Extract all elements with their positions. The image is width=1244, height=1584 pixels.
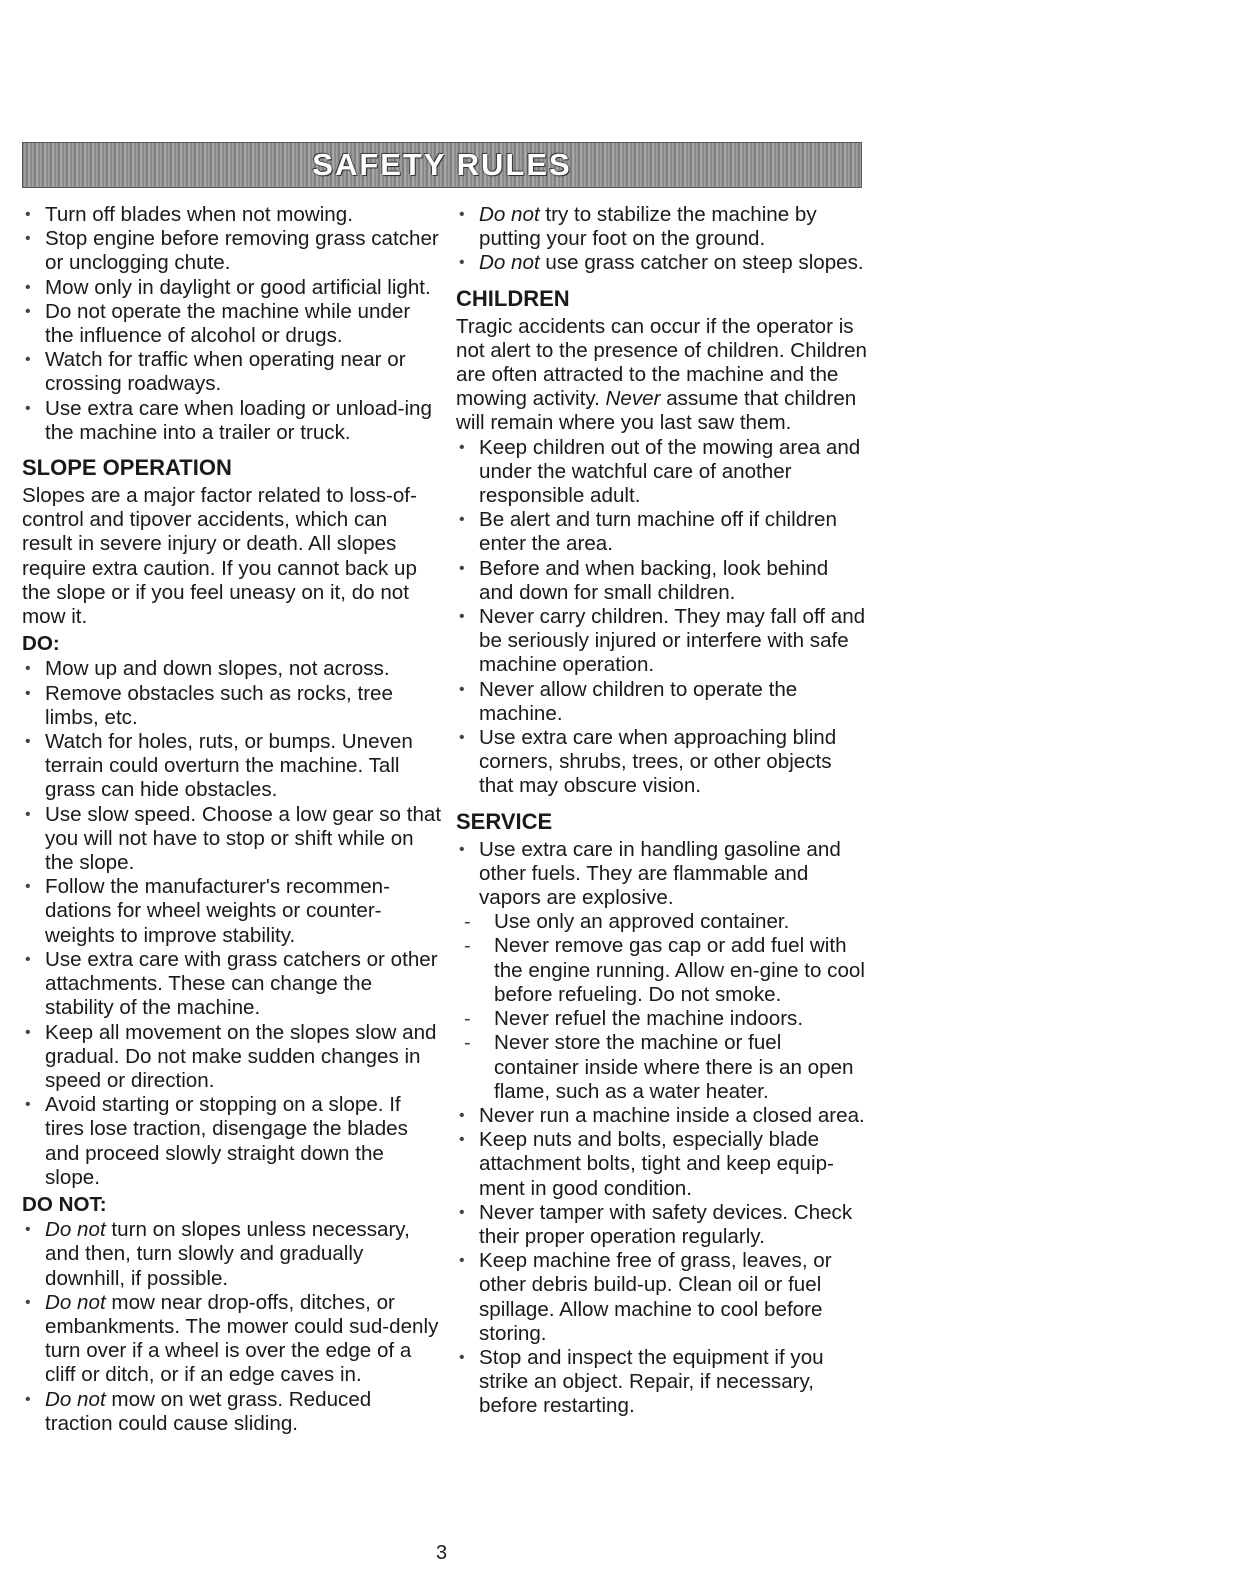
list-item: • Turn off blades when not mowing.: [22, 203, 442, 227]
list-item: • Keep children out of the mowing area and under the watchful care of another responsible adult.: [456, 436, 868, 509]
service-list-continued: [456, 1104, 868, 1419]
children-heading: CHILDREN: [456, 285, 570, 311]
list-item: [22, 1291, 442, 1388]
sub-list-item: - Never refuel the machine indoors.: [456, 1007, 868, 1031]
emphasis: Do not: [45, 1290, 106, 1314]
emphasis: Do not: [45, 1387, 106, 1411]
list-item: • Follow the manufacturer's recommen-dations for wheel weights or counter-weights to improve stability.: [22, 875, 442, 948]
safety-rules-banner: [22, 142, 862, 188]
children-list: [456, 436, 868, 799]
do-not-list: [22, 1218, 442, 1436]
list-item: • Stop engine before removing grass catcher or unclogging chute.: [22, 227, 442, 275]
list-item: • Stop and inspect the equipment if you strike an object. Repair, if necessary, before restarting.: [456, 1346, 868, 1419]
list-item: [456, 838, 868, 911]
list-item: • Keep all movement on the slopes slow and gradual. Do not make sudden changes in speed or direction.: [22, 1021, 442, 1094]
list-item: • Avoid starting or stopping on a slope. If tires lose traction, disengage the blades and proceed slowly straight down the slope.: [22, 1093, 442, 1190]
list-item: [22, 1388, 442, 1436]
list-item: • Use extra care when loading or unload-ing the machine into a trailer or truck.: [22, 397, 442, 445]
left-column: [22, 203, 442, 1436]
list-item: • Watch for holes, ruts, or bumps. Uneven terrain could overturn the machine. Tall grass can hide obstacles.: [22, 730, 442, 803]
list-item: • Watch for traffic when operating near or crossing roadways.: [22, 348, 442, 396]
list-item: [456, 251, 868, 275]
list-item: • Never tamper with safety devices. Check their proper operation regularly.: [456, 1201, 868, 1249]
item-text: Use extra care in handling gasoline and other fuels. They are flammable and vapors are explosive.: [479, 837, 841, 910]
list-item: • Never carry children. They may fall off and be seriously injured or interfere with safe machine operation.: [456, 605, 868, 678]
emphasis: Never: [605, 387, 661, 411]
children-paragraph: [456, 315, 868, 436]
paragraph-end: assume that children will remain where you last saw them.: [456, 387, 857, 435]
page-number: 3: [436, 1542, 448, 1564]
emphasis: Do not: [479, 203, 540, 226]
slope-continued-list: [456, 203, 868, 276]
page-title: SAFETY RULES: [312, 147, 572, 182]
list-item: • Never allow children to operate the machine.: [456, 678, 868, 726]
list-item: [22, 1218, 442, 1291]
slope-operation-heading: SLOPE OPERATION: [22, 455, 232, 481]
list-item: • Before and when backing, look behind and down for small children.: [456, 557, 868, 605]
item-text: mow near drop-offs, ditches, or embankments. The mower could sud-denly turn over if a wheel is over the edge of a cliff or ditch, or if an edge caves in.: [45, 1290, 439, 1387]
list-item: • Be alert and turn machine off if children enter the area.: [456, 508, 868, 556]
do-list: [22, 657, 442, 1189]
list-item: • Keep nuts and bolts, especially blade attachment bolts, tight and keep equip-ment in good condition.: [456, 1128, 868, 1201]
item-text: turn on slopes unless necessary, and then, turn slowly and gradually downhill, if possible.: [45, 1218, 410, 1290]
list-item: • Never run a machine inside a closed area.: [456, 1104, 868, 1128]
slope-operation-paragraph: Slopes are a major factor related to loss-of-control and tipover accidents, which can result in severe injury or death. All slopes require extra caution. If you cannot back up the slope or if you feel uneasy on it, do not mow it.: [22, 484, 417, 629]
list-item: • Remove obstacles such as rocks, tree limbs, etc.: [22, 682, 442, 730]
intro-bullet-list: [22, 203, 442, 445]
do-heading: DO:: [22, 632, 60, 656]
service-sub-list: [456, 910, 868, 1104]
sub-list-item: - Never remove gas cap or add fuel with the engine running. Allow en-gine to cool before refueling. Do not smoke.: [456, 934, 868, 1007]
list-item: • Use slow speed. Choose a low gear so that you will not have to stop or shift while on the slope.: [22, 803, 442, 876]
emphasis: Do not: [479, 251, 540, 275]
list-item: • Do not operate the machine while under the influence of alcohol or drugs.: [22, 300, 442, 348]
item-text: try to stabilize the machine by putting your foot on the ground.: [479, 203, 817, 251]
sub-list-item: - Never store the machine or fuel container inside where there is an open flame, such as a water heater.: [456, 1031, 868, 1104]
emphasis: Do not: [45, 1218, 106, 1242]
item-text: mow on wet grass. Reduced traction could cause sliding.: [45, 1387, 372, 1435]
list-item: • Use extra care with grass catchers or other attachments. These can change the stability of the machine.: [22, 948, 442, 1021]
list-item: • Keep machine free of grass, leaves, or other debris build-up. Clean oil or fuel spillage. Allow machine to cool before storing.: [456, 1249, 868, 1346]
paragraph-start: Tragic accidents can occur if the operator is not alert to the presence of children. Children are often attracted to the machine and the mowing activity.: [456, 314, 867, 411]
list-item: [456, 203, 868, 251]
item-text: use grass catcher on steep slopes.: [539, 251, 864, 275]
list-item: • Mow up and down slopes, not across.: [22, 657, 442, 681]
sub-list-item: - Use only an approved container.: [456, 910, 868, 934]
service-list: [456, 838, 868, 911]
right-column: [456, 203, 868, 1419]
do-not-heading: DO NOT:: [22, 1192, 107, 1216]
service-heading: SERVICE: [456, 808, 553, 834]
list-item: • Use extra care when approaching blind corners, shrubs, trees, or other objects that may obscure vision.: [456, 726, 868, 799]
list-item: • Mow only in daylight or good artificial light.: [22, 276, 442, 300]
